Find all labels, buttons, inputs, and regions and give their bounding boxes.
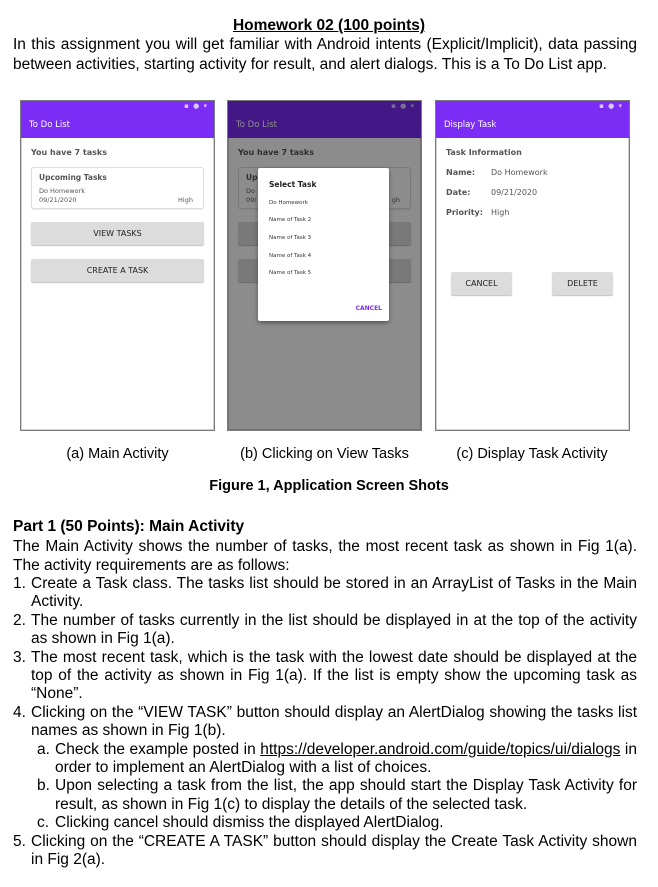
view-tasks-dialog-screenshot bbox=[227, 100, 422, 431]
sub-item-letter: b. bbox=[37, 777, 50, 795]
date-value: 09/21/2020 bbox=[491, 188, 538, 197]
item-number: 4. bbox=[13, 703, 26, 721]
upcoming-task-date: 09/21/2020 bbox=[39, 196, 77, 204]
task-count-label: You have 7 tasks bbox=[238, 148, 314, 157]
sub-list-item bbox=[37, 741, 637, 778]
android-dialogs-link[interactable]: https://developer.android.com/guide/topics/ui/dialogs bbox=[260, 740, 621, 758]
list-item bbox=[13, 575, 637, 612]
sub-item-letter: a. bbox=[37, 740, 50, 758]
dialog-task-item[interactable]: Name of Task 4 bbox=[269, 253, 312, 259]
item-text: Clicking on the “CREATE A TASK” button should display the Create Task Activity shown in Fig 2(a). bbox=[31, 832, 637, 869]
create-task-button[interactable]: CREATE A TASK bbox=[31, 259, 204, 282]
caption-view-tasks: (b) Clicking on View Tasks bbox=[240, 446, 409, 462]
requirements-list bbox=[13, 575, 637, 870]
name-value: Do Homework bbox=[491, 168, 548, 177]
card-date-peek: 09/ bbox=[246, 196, 257, 204]
app-bar bbox=[21, 114, 214, 138]
dialog-cancel-button[interactable]: CANCEL bbox=[355, 305, 382, 312]
part1-body: The Main Activity shows the number of tasks, the most recent task as shown in Fig 1(a). The activity requirements are as follows: bbox=[13, 538, 637, 574]
list-item bbox=[13, 649, 637, 704]
item-text: Create a Task class. The tasks list should be stored in an ArrayList of Tasks in the Main Activity. bbox=[31, 575, 637, 611]
upcoming-task-name: Do Homework bbox=[39, 187, 85, 195]
dialog-task-item[interactable]: Name of Task 3 bbox=[269, 235, 312, 241]
status-bar bbox=[436, 101, 629, 114]
upcoming-task-priority: High bbox=[178, 196, 193, 204]
item-text: The number of tasks currently in the list should be displayed in at the top of the activity as shown in Fig 1(a). bbox=[31, 611, 637, 648]
item-text: The most recent task, which is the task with the lowest date should be displayed at the top of the activity as shown in Fig 1(a). If the list is empty show the upcoming task as “None”. bbox=[31, 648, 637, 703]
item-text: Clicking on the “VIEW TASK” button should display an AlertDialog showing the tasks list names as shown in Fig 1(b). bbox=[31, 703, 637, 740]
figure-caption: Figure 1, Application Screen Shots bbox=[209, 478, 449, 494]
item-number: 1. bbox=[13, 575, 26, 592]
item-number: 3. bbox=[13, 648, 26, 666]
priority-label: Priority: bbox=[446, 208, 483, 217]
name-label: Name: bbox=[446, 168, 476, 177]
dialog-task-item[interactable]: Name of Task 2 bbox=[269, 217, 312, 223]
delete-button[interactable]: DELETE bbox=[552, 272, 613, 295]
part1-heading: Part 1 (50 Points): Main Activity bbox=[13, 518, 245, 535]
upcoming-task-card bbox=[31, 167, 204, 209]
sub-list bbox=[31, 741, 637, 833]
status-icons: ▪ ● ▾ bbox=[184, 102, 208, 110]
sub-item-text: in order to implement an AlertDialog with a list of choices. bbox=[55, 740, 638, 777]
app-bar-title: To Do List bbox=[29, 120, 70, 130]
status-icons: ▪ ● ▾ bbox=[599, 102, 623, 110]
intro-paragraph: In this assignment you will get familiar with Android intents (Explicit/Implicit), data passing between activities, starting activity for result, and alert dialogs. This is a To Do List app. bbox=[13, 36, 637, 73]
item-number: 5. bbox=[13, 832, 26, 850]
list-item bbox=[13, 833, 637, 870]
date-label: Date: bbox=[446, 188, 471, 197]
sub-list-item bbox=[37, 814, 637, 832]
status-icons: ▪ ● ▾ bbox=[391, 102, 415, 110]
sub-item-text: Clicking cancel should dismiss the displayed AlertDialog. bbox=[55, 814, 444, 832]
card-heading-peek: Up bbox=[246, 173, 258, 182]
card-priority-peek: gh bbox=[391, 196, 400, 204]
caption-display-task: (c) Display Task Activity bbox=[456, 446, 608, 462]
list-item bbox=[13, 704, 637, 833]
list-item bbox=[13, 612, 637, 649]
dialog-task-item[interactable]: Do Homework bbox=[269, 200, 308, 206]
dialog-task-item[interactable]: Name of Task 5 bbox=[269, 270, 312, 276]
task-count-label: You have 7 tasks bbox=[31, 148, 107, 157]
caption-main-activity: (a) Main Activity bbox=[66, 446, 169, 462]
display-task-screenshot bbox=[435, 100, 630, 431]
card-name-peek: Do bbox=[246, 187, 255, 195]
select-task-dialog bbox=[258, 168, 389, 321]
document-title: Homework 02 (100 points) bbox=[232, 17, 426, 34]
sub-item-text: Upon selecting a task from the list, the app should start the Display Task Activity for result, as shown in Fig 1(c) to display the details of the selected task. bbox=[55, 777, 637, 813]
cancel-button[interactable]: CANCEL bbox=[451, 272, 512, 295]
main-activity-screenshot bbox=[20, 100, 215, 431]
sub-item-letter: c. bbox=[37, 814, 50, 832]
task-information-heading: Task Information bbox=[446, 148, 522, 157]
dialog-title: Select Task bbox=[269, 180, 317, 189]
view-tasks-button[interactable]: VIEW TASKS bbox=[31, 222, 204, 245]
sub-list-item bbox=[37, 777, 637, 814]
app-bar-title: To Do List bbox=[236, 120, 277, 130]
sub-item-text: Check the example posted in bbox=[55, 740, 261, 758]
app-bar bbox=[436, 114, 629, 138]
upcoming-tasks-heading: Upcoming Tasks bbox=[39, 173, 107, 182]
priority-value: High bbox=[491, 208, 510, 217]
item-number: 2. bbox=[13, 611, 26, 629]
app-bar-title: Display Task bbox=[444, 120, 497, 130]
status-bar bbox=[21, 101, 214, 114]
